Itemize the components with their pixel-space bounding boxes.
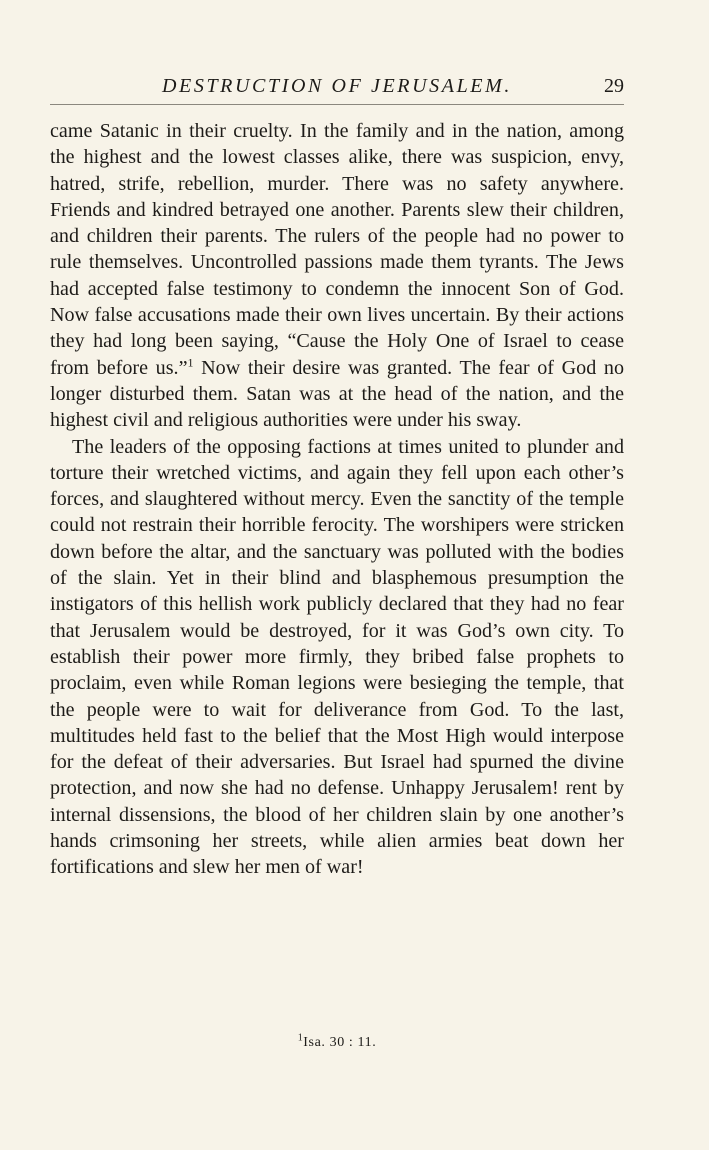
running-head — [50, 73, 624, 103]
footnote — [50, 1033, 624, 1053]
paragraph-2: The leaders of the opposing factions at times united to plunder and torture their wretched victims, and again they fell upon each other’s forces, and slaughtered without mercy. Even the sanctity of the temple could not restrain their horrible ferocity. The worshipers were stricken down before the altar, and the sanctuary was polluted with the bodies of the slain. Yet in their blind and blasphemous presumption the instigators of this hellish work publicly declared that they had no fear that Jerusalem would be destroyed, for it was God’s own city. To establish their power more firmly, they bribed false prophets to proclaim, even while Roman legions were besieging the temple, that the people were to wait for deliverance from God. To the last, multitudes held fast to the belief that the Most High would interpose for the defeat of their adversaries. But Israel had spurned the divine protection, and now she had no defense. Unhappy Jerusalem! rent by internal dissensions, the blood of her children slain by one another’s hands crimsoning her streets, while alien armies beat down her fortifications and slew her men of war! — [50, 435, 624, 879]
page-number: 29 — [604, 75, 624, 97]
header-rule — [50, 104, 624, 105]
running-title: DESTRUCTION OF JERUSALEM. — [162, 75, 512, 97]
body-text — [50, 118, 624, 881]
paragraph-1 — [50, 118, 624, 434]
footnote-reference: 1 — [187, 354, 194, 369]
footnote-mark: 1 — [297, 1032, 304, 1044]
footnote-text: Isa. 30 : 11. — [303, 1035, 377, 1050]
paragraph-1-text: came Satanic in their cruelty. In the family and in the nation, among the highest and the lowest classes alike, there was suspicion, envy, hatred, strife, rebellion, murder. There was no safety anywhere. Friends and kindred betrayed one another. Parents slew their children, and children their parents. The rulers of the people had no power to rule themselves. Uncontrolled passions made them tyrants. The Jews had accepted false testimony to condemn the innocent Son of God. Now false accusations made their own lives uncertain. By their actions they had long been saying, “Cause the Holy One of Israel to cease from before us.” — [50, 120, 624, 379]
paragraph-1-continuation: Now their desire was granted. The fear of God no longer disturbed them. Satan was at the head of the nation, and the highest civil and religious authorities were under his sway. — [50, 356, 624, 432]
